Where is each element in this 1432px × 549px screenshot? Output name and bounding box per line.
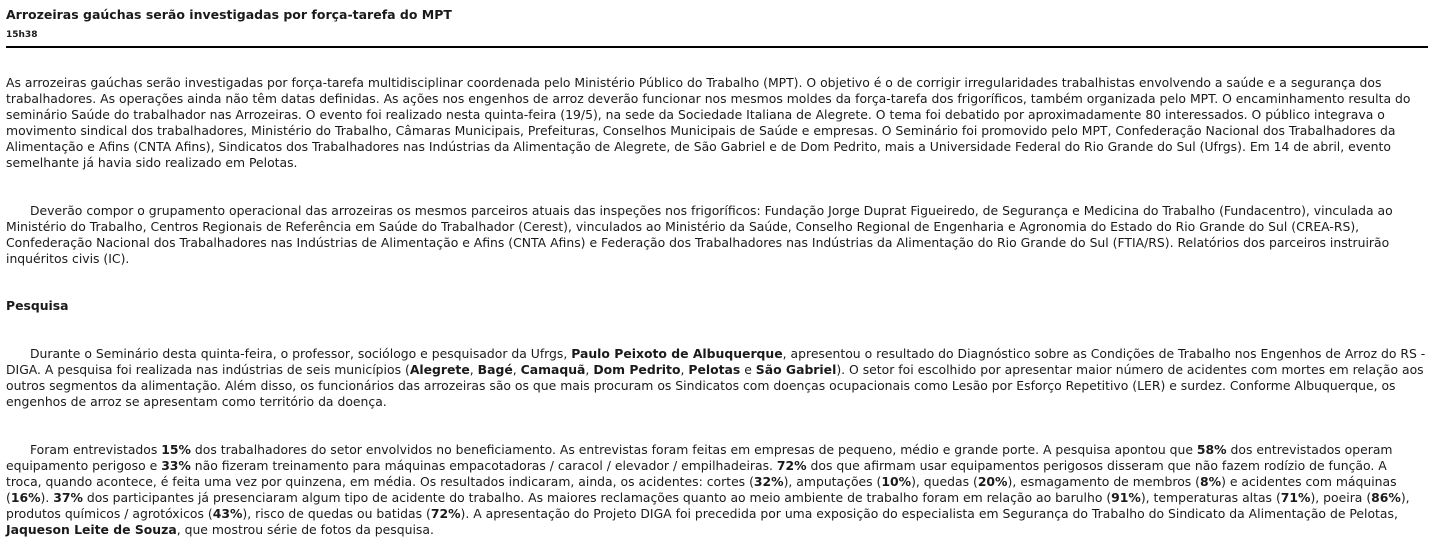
bold-statistic: 33% (161, 458, 191, 473)
article-time: 15h38 (6, 30, 38, 40)
article-title: Arrozeiras gaúchas serão investigadas por força-tarefa do MPT (6, 7, 452, 22)
text-segment: ), poeira ( (1310, 490, 1372, 505)
title-divider (6, 46, 1428, 48)
bold-statistic: 86% (1371, 490, 1401, 505)
bold-researcher-name: Paulo Peixoto de Albuquerque (571, 346, 783, 361)
bold-statistic: 43% (212, 506, 243, 521)
text-segment: dos entrevistados operam equipamento perigoso e (6, 442, 1393, 473)
bold-statistic: 58% (1196, 442, 1227, 457)
text-segment: ), produtos químicos / agrotóxicos ( (6, 490, 1410, 521)
text-segment: Durante o Seminário desta quinta-feira, o professor, sociólogo e pesquisador da Ufrgs, (30, 346, 572, 361)
bold-statistic: 32% (753, 474, 784, 489)
paragraph-seminar (6, 346, 1426, 410)
paragraph-intro (6, 75, 1426, 171)
text-segment: e (740, 362, 756, 377)
text-segment: , (585, 362, 594, 377)
text-segment: dos que afirmam usar equipamentos perigosos disseram que não fazem rodízio de função. A troca, quando acontece, é feita uma vez por quinzena, em média. Os resultados indicaram, ainda, os acidentes: cortes ( (6, 458, 1387, 489)
text-segment: , apresentou o resultado do Diagnóstico sobre as Condições de Trabalho nos Engenhos de Arroz do RS - DIGA. A pesquisa foi realizada nas indústrias de seis municípios ( (6, 346, 1426, 377)
bold-statistic: 8% (1200, 474, 1222, 489)
text-segment: não fizeram treinamento para máquinas empacotadoras / caracol / elevador / empilhadeiras. (190, 458, 777, 473)
bold-statistic: 16% (10, 490, 41, 505)
paragraph-intro-text: As arrozeiras gaúchas serão investigadas por força-tarefa multidisciplinar coordenada pelo Ministério Público do Trabalho (MPT). O objetivo é o de corrigir irregularidades trabalhistas envolvendo a saúde e a segurança dos trabalhadores. As operações ainda não têm datas definidas. As ações nos engenhos de arroz deverão funcionar nos mesmos moldes da força-tarefa dos frigoríficos, também organizada pelo MPT. O encaminhamento resulta do seminário Saúde do trabalhador nas Arrozeiras. O evento foi realizado nesta quinta-feira (19/5), na sede da Sociedade Italiana de Alegrete. O tema foi debatido por aproximadamente 80 interessados. O público integrava o movimento sindical dos trabalhadores, Ministério do Trabalho, Câmaras Municipais, Prefeituras, Conselhos Municipais de Saúde e empresas. O Seminário foi promovido pelo MPT, Confederação Nacional dos Trabalhadores da Alimentação e Afins (CNTA Afins), Sindicatos dos Trabalhadores nas Indústrias da Alimentação de Alegrete, de São Gabriel e de Dom Pedrito, mais a Universidade Federal do Rio Grande do Sul (Ufrgs). Em 14 de abril, evento semelhante já havia sido realizado em Pelotas. (6, 75, 1411, 170)
text-segment: dos participantes já presenciaram algum tipo de acidente do trabalho. As maiores reclamações quanto ao meio ambiente de trabalho foram em relação ao barulho ( (82, 490, 1112, 505)
text-segment: , (469, 362, 478, 377)
text-segment: ), temperaturas altas ( (1140, 490, 1281, 505)
bold-statistic: 20% (977, 474, 1008, 489)
bold-statistic: 10% (881, 474, 912, 489)
text-segment: ). O setor foi escolhido por apresentar maior número de acidentes com mortes em relação aos outros segmentos da alimentação. Além disso, os funcionários das arrozeiras são os que mais procuram os Sindicatos com doenças ocupacionais como Lesão por Esforço Repetitivo (LER) e surdez. Conforme Albuquerque, os engenhos de arroz se apresentam como território da doença. (6, 362, 1424, 409)
text-segment: ). (40, 490, 54, 505)
text-segment: , que mostrou série de fotos da pesquisa. (176, 522, 434, 537)
text-segment: ), quedas ( (911, 474, 978, 489)
text-segment: , (680, 362, 689, 377)
bold-statistic: 37% (53, 490, 83, 505)
text-segment: dos trabalhadores do setor envolvidos no beneficiamento. As entrevistas foram feitas em empresas de pequeno, médio e grande porte. A pesquisa apontou que (190, 442, 1197, 457)
bold-city: Bagé (477, 362, 513, 377)
bold-statistic: 71% (1280, 490, 1311, 505)
text-segment: ), amputações ( (783, 474, 882, 489)
bold-city: Pelotas (688, 362, 741, 377)
paragraph-partners (6, 203, 1426, 267)
text-segment: ), esmagamento de membros ( (1007, 474, 1201, 489)
text-segment: ). A apresentação do Projeto DIGA foi precedida por uma exposição do especialista em Segurança do Trabalho do Sindicato da Alimentação de Pelotas, (460, 506, 1398, 521)
text-segment: ) e acidentes com máquinas ( (6, 474, 1397, 505)
bold-city: Camaquã (520, 362, 586, 377)
bold-city: São Gabriel (755, 362, 837, 377)
paragraph-partners-text: Deverão compor o grupamento operacional das arrozeiras os mesmos parceiros atuais das inspeções nos frigoríficos: Fundação Jorge Duprat Figueiredo, de Segurança e Medicina do Trabalho (Fundacentro), vinculada ao Ministério do Trabalho, Centros Regionais de Referência em Saúde do Trabalhador (Cerest), vinculados ao Ministério da Saúde, Conselho Regional de Engenharia e Agronomia do Estado do Rio Grande do Sul (CREA-RS), Confederação Nacional dos Trabalhadores nas Indústrias de Alimentação e Afins (CNTA Afins) e Federação dos Trabalhadores nas Indústrias da Alimentação do Rio Grande do Sul (FTIA/RS). Relatórios dos parceiros instruirão inquéritos civis (IC). (6, 203, 1393, 266)
bold-specialist-name: Jaqueson Leite de Souza (6, 522, 177, 537)
bold-city: Alegrete (409, 362, 470, 377)
text-segment: , (512, 362, 521, 377)
bold-statistic: 72% (430, 506, 461, 521)
paragraph-results (6, 442, 1426, 538)
section-heading-pesquisa: Pesquisa (6, 298, 69, 313)
bold-city: Dom Pedrito (593, 362, 681, 377)
bold-statistic: 72% (776, 458, 807, 473)
bold-statistic: 15% (161, 442, 191, 457)
text-segment: Foram entrevistados (30, 442, 162, 457)
bold-statistic: 91% (1111, 490, 1141, 505)
text-segment: ), risco de quedas ou batidas ( (242, 506, 431, 521)
